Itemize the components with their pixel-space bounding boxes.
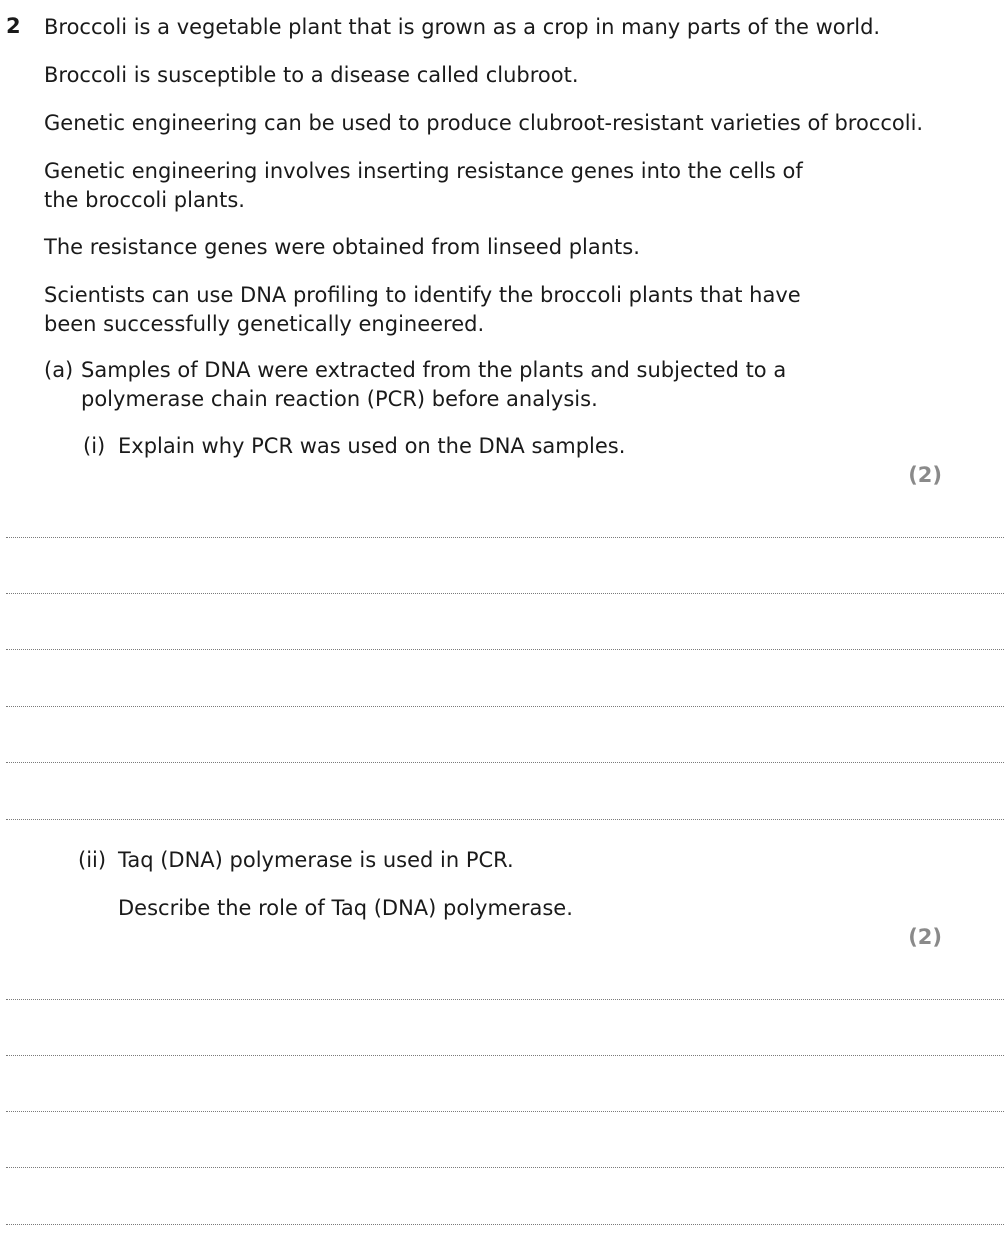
answer-line-ii-1[interactable] bbox=[6, 999, 1004, 1000]
intro-paragraph-1: Broccoli is a vegetable plant that is grown as a crop in many parts of the world. bbox=[44, 15, 881, 39]
answer-line-i-4[interactable] bbox=[6, 706, 1004, 707]
part-ii-text: Taq (DNA) polymerase is used in PCR. bbox=[118, 848, 514, 872]
intro-paragraph-6: Scientists can use DNA profiling to identify the broccoli plants that have been successfully genetically engineered. bbox=[44, 283, 801, 336]
answer-line-i-5[interactable] bbox=[6, 762, 1004, 763]
part-ii-marks: (2) bbox=[908, 925, 942, 949]
answer-line-i-6[interactable] bbox=[6, 819, 1004, 820]
question-number: 2 bbox=[6, 14, 21, 38]
answer-line-i-3[interactable] bbox=[6, 649, 1004, 650]
answer-line-ii-5[interactable] bbox=[6, 1224, 1004, 1225]
intro-paragraph-2: Broccoli is susceptible to a disease called clubroot. bbox=[44, 63, 579, 87]
intro-paragraph-5: The resistance genes were obtained from linseed plants. bbox=[44, 235, 640, 259]
answer-line-ii-4[interactable] bbox=[6, 1167, 1004, 1168]
intro-paragraph-4: Genetic engineering involves inserting resistance genes into the cells of the broccoli plants. bbox=[44, 159, 803, 212]
answer-line-i-1[interactable] bbox=[6, 537, 1004, 538]
part-a-text: Samples of DNA were extracted from the plants and subjected to a polymerase chain reaction (PCR) before analysis. bbox=[81, 358, 787, 411]
part-ii-label: (ii) bbox=[78, 848, 107, 872]
part-i-text: Explain why PCR was used on the DNA samples. bbox=[118, 434, 626, 458]
part-i-marks: (2) bbox=[908, 463, 942, 487]
answer-line-ii-3[interactable] bbox=[6, 1111, 1004, 1112]
part-i-label: (i) bbox=[83, 434, 106, 458]
part-ii-text-2: Describe the role of Taq (DNA) polymerase. bbox=[118, 896, 573, 920]
answer-line-ii-2[interactable] bbox=[6, 1055, 1004, 1056]
intro-paragraph-3: Genetic engineering can be used to produce clubroot-resistant varieties of broccoli. bbox=[44, 111, 924, 135]
answer-line-i-2[interactable] bbox=[6, 593, 1004, 594]
part-a-label: (a) bbox=[44, 358, 74, 382]
